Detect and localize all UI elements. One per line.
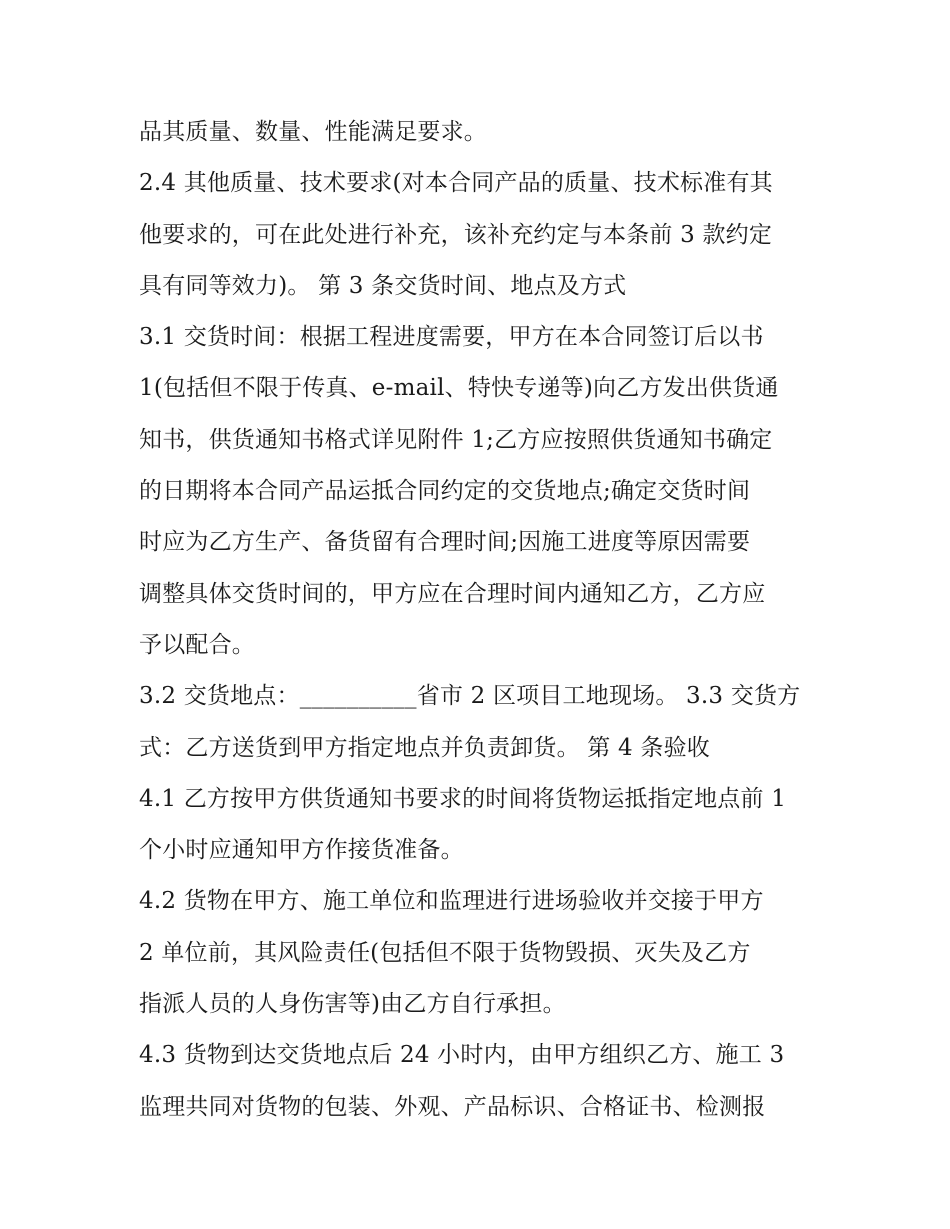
- text-line: 3.2 交货地点：__________省市 2 区项目工地现场。 3.3 交货方: [139, 683, 801, 710]
- text-line: 3.1 交货时间：根据工程进度需要，甲方在本合同签订后以书: [139, 324, 764, 351]
- text-line: 1(包括但不限于传真、e-mail、特快专递等)向乙方发出供货通: [139, 375, 779, 402]
- text-line: 4.3 货物到达交货地点后 24 小时内，由甲方组织乙方、施工 3: [139, 1042, 785, 1069]
- document-body: [139, 107, 829, 1133]
- text-line: 调整具体交货时间的，甲方应在合理时间内通知乙方，乙方应: [139, 580, 766, 607]
- text-line: 具有同等效力)。 第 3 条交货时间、地点及方式: [139, 272, 627, 299]
- text-line: 他要求的，可在此处进行补充，该补充约定与本条前 3 款约定: [139, 221, 773, 248]
- text-line: 2.4 其他质量、技术要求(对本合同产品的质量、技术标准有其: [139, 170, 773, 197]
- text-line: 予以配合。: [139, 631, 255, 658]
- text-line: 时应为乙方生产、备货留有合理时间;因施工进度等原因需要: [139, 529, 751, 556]
- text-line: 知书，供货通知书格式详见附件 1;乙方应按照供货通知书确定: [139, 426, 773, 453]
- text-line: 个小时应通知甲方作接货准备。: [139, 837, 464, 864]
- text-line: 4.2 货物在甲方、施工单位和监理进行进场验收并交接于甲方: [139, 888, 764, 915]
- text-line: 监理共同对货物的包装、外观、产品标识、合格证书、检测报: [139, 1093, 766, 1120]
- text-line: 品其质量、数量、性能满足要求。: [139, 119, 487, 145]
- text-line: 的日期将本合同产品运抵合同约定的交货地点;确定交货时间: [139, 478, 751, 505]
- text-line: 4.1 乙方按甲方供货通知书要求的时间将货物运抵指定地点前 1: [139, 785, 787, 812]
- text-line: 2 单位前，其风险责任(包括但不限于货物毁损、灭失及乙方: [139, 939, 751, 966]
- text-line: 指派人员的人身伤害等)由乙方自行承担。: [139, 991, 566, 1018]
- text-line: 式：乙方送货到甲方指定地点并负责卸货。 第 4 条验收: [139, 734, 710, 761]
